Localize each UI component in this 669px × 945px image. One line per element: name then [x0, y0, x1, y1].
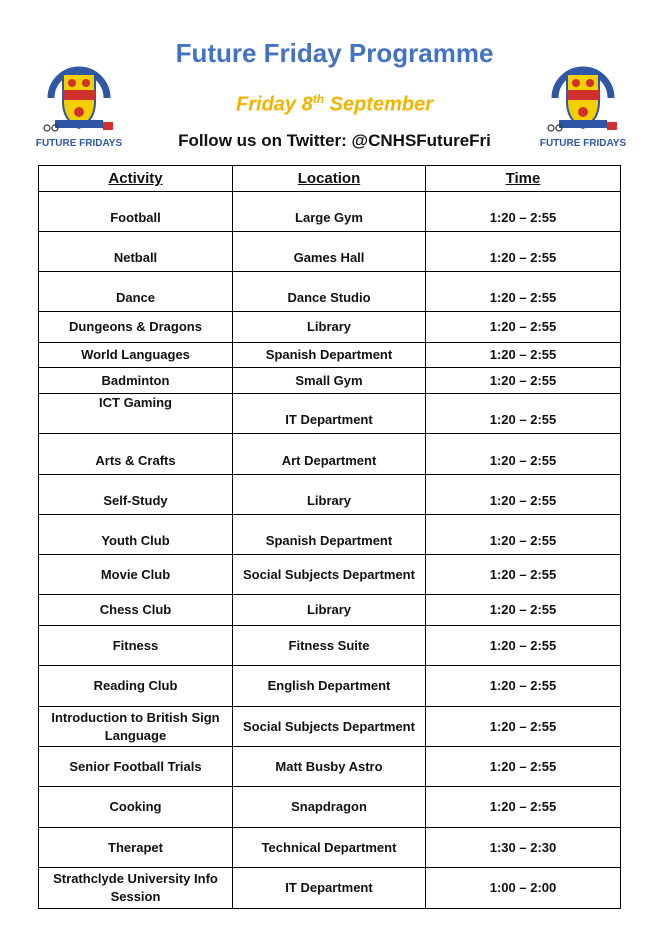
table-row: [39, 434, 621, 475]
table-row: [39, 343, 621, 368]
time-cell: 1:20 – 2:55: [426, 595, 621, 626]
table-row: [39, 666, 621, 707]
activity-cell: Chess Club: [39, 595, 233, 626]
time-cell: 1:20 – 2:55: [426, 787, 621, 828]
location-cell: Dance Studio: [233, 272, 426, 312]
location-cell: Social Subjects Department: [233, 555, 426, 595]
future-fridays-logo-text: FUTURE FRIDAYS: [35, 138, 123, 149]
activity-cell: Cooking: [39, 787, 233, 828]
location-cell: IT Department: [233, 868, 426, 909]
activity-cell: World Languages: [39, 343, 233, 368]
time-cell: 1:20 – 2:55: [426, 747, 621, 787]
time-cell: 1:20 – 2:55: [426, 555, 621, 595]
programme-table: [38, 165, 621, 909]
column-header-time: Time: [426, 166, 621, 192]
time-cell: 1:30 – 2:30: [426, 828, 621, 868]
activity-cell: Fitness: [39, 626, 233, 666]
crest-icon: [33, 58, 125, 140]
location-cell: Fitness Suite: [233, 626, 426, 666]
location-cell: Large Gym: [233, 192, 426, 232]
table-row: [39, 747, 621, 787]
time-cell: 1:20 – 2:55: [426, 192, 621, 232]
future-fridays-logo-text: FUTURE FRIDAYS: [539, 138, 627, 149]
table-row: [39, 368, 621, 394]
time-cell: 1:20 – 2:55: [426, 515, 621, 555]
time-cell: 1:20 – 2:55: [426, 707, 621, 747]
table-row: [39, 312, 621, 343]
location-cell: Snapdragon: [233, 787, 426, 828]
activity-cell: Netball: [39, 232, 233, 272]
crest-icon: [537, 58, 629, 140]
activity-cell: Introduction to British Sign Language: [39, 707, 233, 747]
table-row: [39, 272, 621, 312]
table-row: [39, 394, 621, 434]
activity-cell: Movie Club: [39, 555, 233, 595]
activity-cell: Self-Study: [39, 475, 233, 515]
time-cell: 1:20 – 2:55: [426, 626, 621, 666]
time-cell: 1:20 – 2:55: [426, 312, 621, 343]
table-row: [39, 595, 621, 626]
activity-cell: ICT Gaming: [39, 394, 233, 434]
location-cell: Social Subjects Department: [233, 707, 426, 747]
activity-cell: Senior Football Trials: [39, 747, 233, 787]
activity-cell: Arts & Crafts: [39, 434, 233, 475]
column-header-activity: Activity: [39, 166, 233, 192]
school-crest-logo-right: [537, 58, 629, 154]
table-row: [39, 787, 621, 828]
page-title: Future Friday Programme: [175, 38, 494, 68]
table-row: [39, 475, 621, 515]
location-cell: Library: [233, 595, 426, 626]
date-suffix: th: [312, 92, 325, 106]
school-crest-logo-left: [33, 58, 125, 154]
time-cell: 1:20 – 2:55: [426, 475, 621, 515]
time-cell: 1:20 – 2:55: [426, 343, 621, 368]
table-row: [39, 555, 621, 595]
time-cell: 1:00 – 2:00: [426, 868, 621, 909]
column-header-location: Location: [233, 166, 426, 192]
twitter-handle: Follow us on Twitter: @CNHSFutureFri: [178, 131, 491, 150]
location-cell: Library: [233, 475, 426, 515]
time-cell: 1:20 – 2:55: [426, 666, 621, 707]
activity-cell: Reading Club: [39, 666, 233, 707]
location-cell: Library: [233, 312, 426, 343]
table-row: [39, 828, 621, 868]
table-row: [39, 707, 621, 747]
location-cell: IT Department: [233, 394, 426, 434]
table-row: [39, 515, 621, 555]
location-cell: Spanish Department: [233, 515, 426, 555]
location-cell: Small Gym: [233, 368, 426, 394]
time-cell: 1:20 – 2:55: [426, 434, 621, 475]
location-cell: Matt Busby Astro: [233, 747, 426, 787]
date-month: September: [324, 93, 433, 116]
location-cell: Spanish Department: [233, 343, 426, 368]
activity-cell: Dungeons & Dragons: [39, 312, 233, 343]
activity-cell: Badminton: [39, 368, 233, 394]
table-row: [39, 868, 621, 909]
table-row: [39, 626, 621, 666]
date-main: Friday 8: [236, 93, 313, 116]
activity-cell: Football: [39, 192, 233, 232]
time-cell: 1:20 – 2:55: [426, 232, 621, 272]
time-cell: 1:20 – 2:55: [426, 394, 621, 434]
activity-cell: Youth Club: [39, 515, 233, 555]
activity-cell: Dance: [39, 272, 233, 312]
time-cell: 1:20 – 2:55: [426, 368, 621, 394]
time-cell: 1:20 – 2:55: [426, 272, 621, 312]
table-header-row: [39, 166, 621, 192]
location-cell: Games Hall: [233, 232, 426, 272]
location-cell: Art Department: [233, 434, 426, 475]
table-row: [39, 192, 621, 232]
activity-cell: Therapet: [39, 828, 233, 868]
location-cell: English Department: [233, 666, 426, 707]
location-cell: Technical Department: [233, 828, 426, 868]
table-row: [39, 232, 621, 272]
activity-cell: Strathclyde University Info Session: [39, 868, 233, 909]
